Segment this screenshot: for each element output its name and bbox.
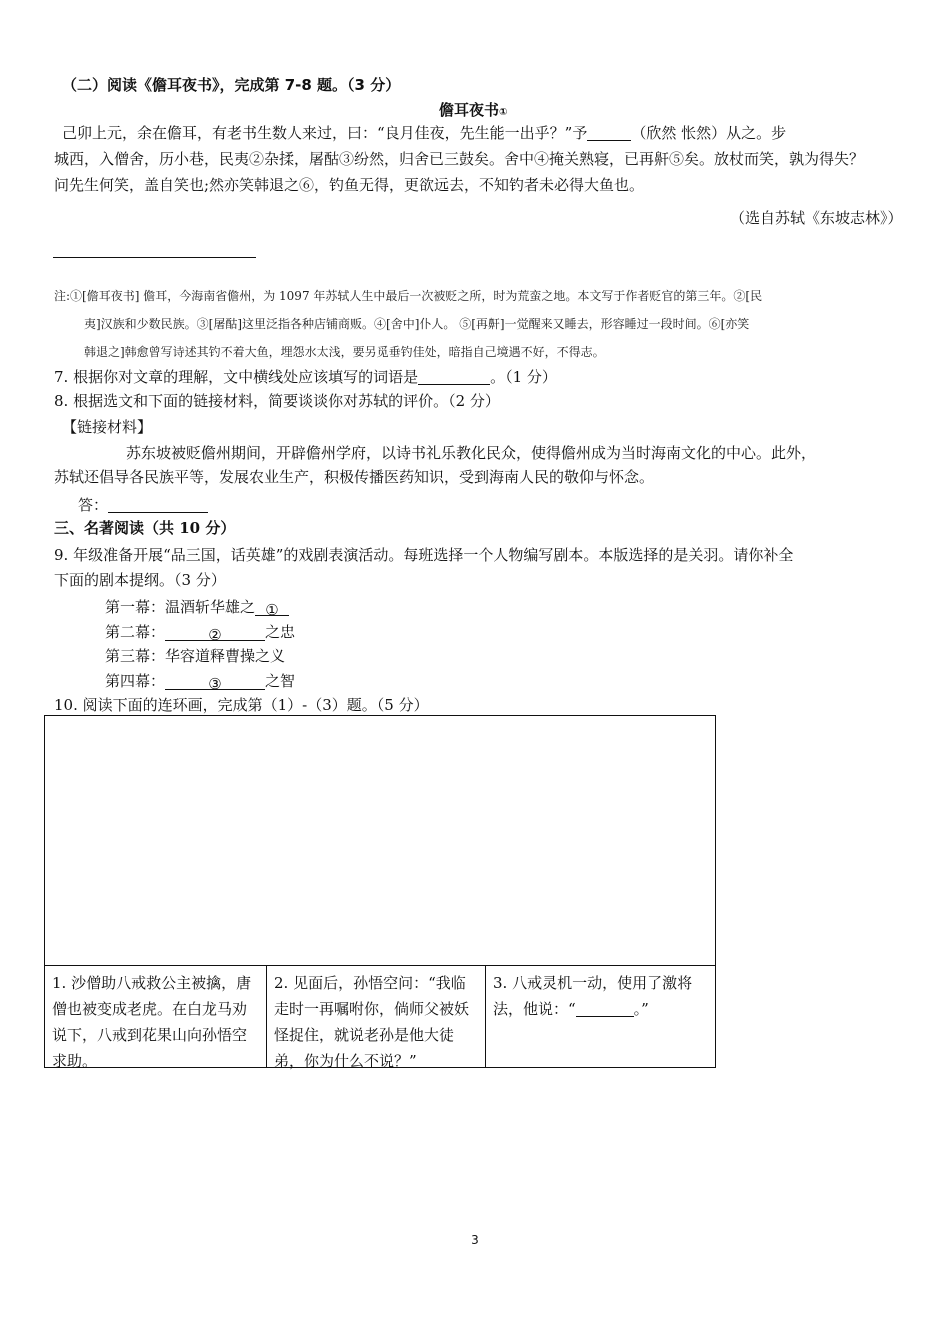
act-1: 第一幕：温酒斩华雄之 ① — [105, 594, 289, 620]
question-9-line-1: 9. 年级准备开展“品三国，话英雄”的戏剧表演活动。每班选择一个人物编写剧本。本版选择的是关羽。请你补全 — [54, 546, 794, 564]
note-line-2: 夷]汉族和少数民族。③[屠酤]这里泛指各种店铺商贩。④[舍中]仆人。 ⑤[再鼾]一觉醒来又睡去，形容睡过一段时间。⑥[亦笑 — [84, 317, 750, 331]
comic-answer-blank[interactable] — [576, 1000, 634, 1017]
act-2: 第二幕： ② 之忠 — [105, 623, 296, 644]
page-number: 3 — [471, 1233, 479, 1247]
note-line-3: 韩退之]韩愈曾写诗述其钓不着大鱼，埋怨水太浅，要另觅垂钓佳处，暗指自己境遇不好，不得志。 — [84, 345, 605, 359]
link-material-title: 【链接材料】 — [62, 418, 153, 436]
question-9-line-2: 下面的剧本提纲。（3 分） — [54, 571, 226, 589]
comic-caption-2: 2. 见面后，孙悟空问：“我临走时一再嘱咐你，倘师父被妖怪捉住，就说老孙是他大徒弟，你为什么不说？” — [267, 965, 485, 1068]
question-8: 8. 根据选文和下面的链接材料，简要谈谈你对苏轼的评价。（2 分） — [54, 392, 500, 410]
answer-blank-q7[interactable] — [418, 368, 490, 385]
link-material-line-2: 苏轼还倡导各民族平等，发展农业生产，积极传播医药知识，受到海南人民的敬仰与怀念。 — [54, 468, 655, 486]
act-1-blank[interactable]: ① — [255, 597, 289, 616]
question-10: 10. 阅读下面的连环画，完成第（1）-（3）题。（5 分） — [54, 696, 429, 714]
note-line-1: 注:①[儋耳夜书] 儋耳，今海南省儋州，为 1097 年苏轼人生中最后一次被贬之所，时为荒蛮之地。本文写于作者贬官的第三年。②[民 — [54, 289, 763, 303]
footnote-separator — [53, 257, 256, 258]
section-heading: （二）阅读《儋耳夜书》，完成第 7-8 题。（3 分） — [62, 76, 401, 94]
act-2-blank[interactable]: ② — [165, 622, 265, 641]
passage-title: 儋耳夜书① — [439, 101, 508, 119]
passage-line-3: 问先生何笑，盖自笑也;然亦笑韩退之⑥，钓鱼无得，更欲远去，不知钓者未必得大鱼也。 — [54, 176, 645, 194]
passage-line-1: 己卯上元，余在儋耳，有老书生数人来过，曰：“良月佳夜，先生能一出乎？”予 （欣然 怅然）从之。步 — [62, 124, 787, 142]
act-3: 第三幕：华容道释曹操之义 — [105, 647, 286, 665]
comic-caption-1: 1. 沙僧助八戒救公主被擒，唐僧也被变成老虎。在白龙马劝说下，八戒到花果山向孙悟空求助。 — [45, 965, 266, 1068]
comic-caption-3: 3. 八戒灵机一动，使用了激将法，他说：“ 。” — [486, 965, 715, 1068]
link-material-line-1: 苏东坡被贬儋州期间，开辟儋州学府，以诗书礼乐教化民众，使得儋州成为当时海南文化的中心。此外， — [126, 444, 817, 462]
title-footnote-mark: ① — [499, 107, 508, 118]
passage-line-2: 城西，入僧舍，历小巷，民夷②杂揉，屠酤③纷然，归舍已三鼓矣。舍中④掩关熟寝，已再鼾⑤矣。放杖而笑，孰为得失？ — [54, 150, 865, 168]
fill-blank[interactable] — [587, 124, 631, 141]
passage-source: （选自苏轼《东坡志林》） — [730, 209, 903, 227]
section-3-heading: 三、名著阅读（共 10 分） — [54, 519, 236, 537]
act-4-blank[interactable]: ③ — [165, 671, 265, 690]
question-7: 7. 根据你对文章的理解，文中横线处应该填写的词语是 。（1 分） — [54, 368, 557, 386]
act-4: 第四幕： ③ 之智 — [105, 672, 296, 693]
answer-blank-q8[interactable] — [108, 496, 208, 513]
answer-line-q8: 答： — [78, 492, 208, 518]
